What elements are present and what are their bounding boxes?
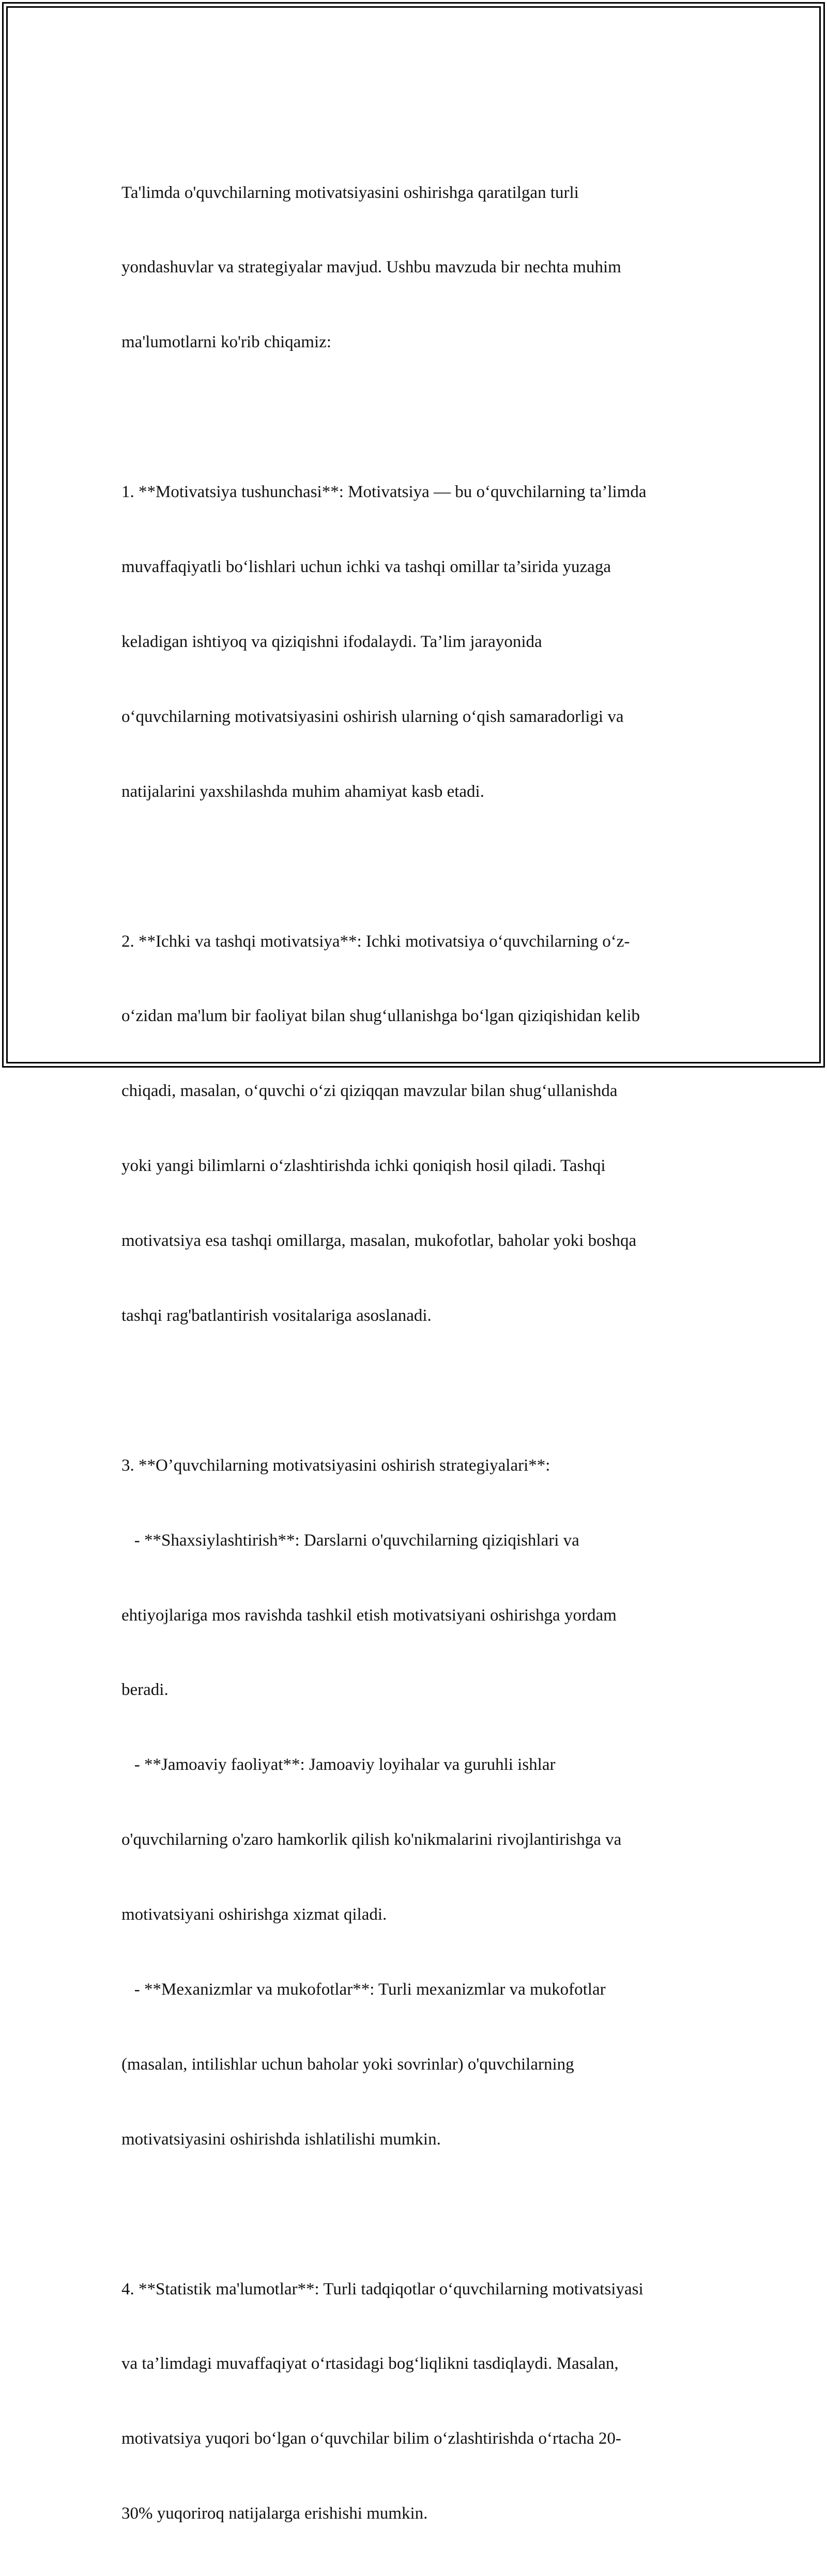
paragraph-intrinsic-extrinsic (121, 879, 708, 1378)
text-line: 4. **Statistik ma'lumotlar**: Turli tadqiqotlar o‘quvchilarning motivatsiyasi (121, 2279, 644, 2299)
text-line: tashqi rag'batlantirish vositalariga asoslanadi. (121, 1306, 432, 1325)
text-line: (masalan, intilishlar uchun baholar yoki sovrinlar) o'quvchilarning (121, 2055, 574, 2074)
paragraph-intro (121, 130, 708, 405)
text-line: 2. **Ichki va tashqi motivatsiya**: Ichki motivatsiya o‘quvchilarning o‘z- (121, 932, 630, 951)
text-line: beradi. (121, 1680, 169, 1700)
text-line: va ta’limdagi muvaffaqiyat o‘rtasidagi bog‘liqlikni tasdiqlaydi. Masalan, (121, 2354, 619, 2373)
text-line: motivatsiya yuqori bo‘lgan o‘quvchilar bilim o‘zlashtirishda o‘rtacha 20- (121, 2429, 621, 2448)
paragraph-strategies (121, 1403, 708, 2202)
text-line: - **Shaxsiylashtirish**: Darslarni o'quvchilarning qiziqishlari va (121, 1531, 579, 1550)
text-line: yondashuvlar va strategiyalar mavjud. Ushbu mavzuda bir nechta muhim (121, 258, 621, 277)
text-line: motivatsiyani oshirishga xizmat qiladi. (121, 1905, 387, 1924)
text-line: chiqadi, masalan, o‘quvchi o‘zi qiziqqan mavzular bilan shug‘ullanishda (121, 1082, 618, 1101)
text-line: motivatsiyasini oshirishda ishlatilishi mumkin. (121, 2130, 441, 2149)
text-line: - **Jamoaviy faoliyat**: Jamoaviy loyihalar va guruhli ishlar (121, 1755, 556, 1775)
text-line: - **Mexanizmlar va mukofotlar**: Turli mexanizmlar va mukofotlar (121, 1980, 606, 1999)
text-line: motivatsiya esa tashqi omillarga, masalan, mukofotlar, baholar yoki boshqa (121, 1231, 637, 1251)
text-line: ma'lumotlarni ko'rib chiqamiz: (121, 333, 331, 352)
text-line: 30% yuqoriroq natijalarga erishishi mumkin. (121, 2504, 428, 2523)
paragraph-motivation-concept (121, 430, 708, 854)
text-line: keladigan ishtiyoq va qiziqishni ifodalaydi. Ta’lim jarayonida (121, 632, 542, 651)
document-body (121, 130, 708, 2576)
text-line: o'quvchilarning o'zaro hamkorlik qilish ko'nikmalarini rivojlantirishga va (121, 1830, 622, 1849)
text-line: o‘quvchilarning motivatsiyasini oshirish ularning o‘qish samaradorligi va (121, 707, 624, 726)
text-line: o‘zidan ma'lum bir faoliyat bilan shug‘ullanishga bo‘lgan qiziqishidan kelib (121, 1007, 640, 1026)
text-line: 3. **O’quvchilarning motivatsiyasini oshirish strategiyalari**: (121, 1456, 550, 1475)
paragraph-statistics (121, 2227, 708, 2576)
text-line: muvaffaqiyatli bo‘lishlari uchun ichki va tashqi omillar ta’sirida yuzaga (121, 558, 611, 577)
text-line: ehtiyojlariga mos ravishda tashkil etish motivatsiyani oshirishga yordam (121, 1606, 617, 1625)
text-line: Ta'limda o'quvchilarning motivatsiyasini oshirishga qaratilgan turli (121, 183, 579, 202)
text-line: 1. **Motivatsiya tushunchasi**: Motivatsiya — bu o‘quvchilarning ta’limda (121, 483, 647, 502)
text-line: natijalarini yaxshilashda muhim ahamiyat kasb etadi. (121, 782, 484, 801)
text-line: yoki yangi bilimlarni o‘zlashtirishda ichki qoniqish hosil qiladi. Tashqi (121, 1156, 606, 1176)
